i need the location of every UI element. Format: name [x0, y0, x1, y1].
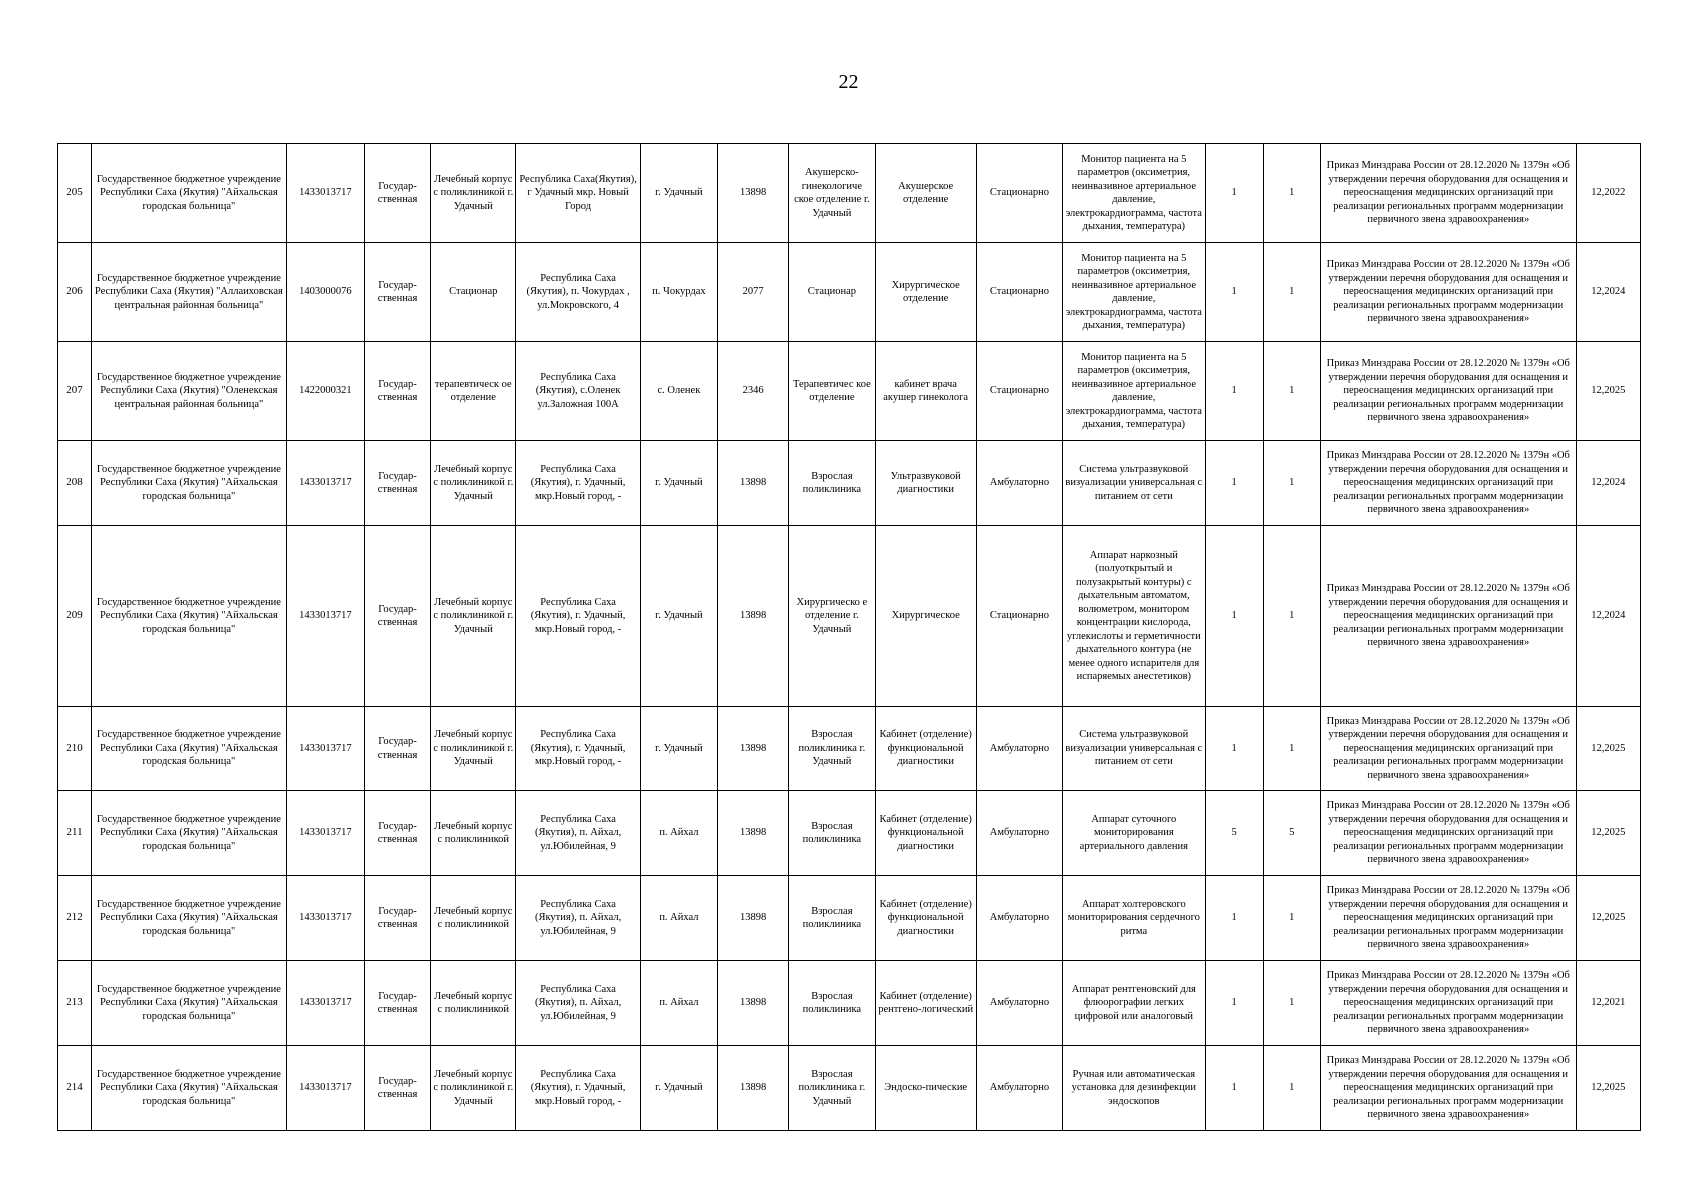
address-cell: Республика Саха (Якутия), г. Удачный, мкр.Новый город, -	[516, 441, 640, 526]
care-type-cell: Стационарно	[976, 243, 1062, 342]
quantity-cell: 1	[1205, 441, 1263, 526]
ownership-cell: Государ-ственная	[364, 144, 430, 243]
population-cell: 13898	[718, 1046, 789, 1131]
date-cell: 12,2024	[1576, 441, 1640, 526]
order-reference-cell: Приказ Минздрава России от 28.12.2020 № 1379н «Об утверждении перечня оборудования для оснащения и переоснащения медицинских организаций при реализации региональных программ модернизации первичного звена здравоохранения»	[1320, 441, 1576, 526]
organization-cell: Государственное бюджетное учреждение Республики Саха (Якутия) "Айхальская городская больница"	[92, 961, 287, 1046]
address-cell: Республика Саха (Якутия), г. Удачный, мкр.Новый город, -	[516, 707, 640, 791]
unit-cell: Взрослая поликлиника	[789, 791, 875, 876]
inn-cell: 1433013717	[286, 707, 364, 791]
date-cell: 12,2025	[1576, 707, 1640, 791]
address-cell: Республика Саха (Якутия), г. Удачный, мкр.Новый город, -	[516, 526, 640, 707]
equipment-cell: Ручная или автоматическая установка для дезинфекции эндоскопов	[1063, 1046, 1205, 1131]
quantity-cell: 1	[1205, 876, 1263, 961]
table-row	[58, 342, 1641, 441]
equipment-cell: Монитор пациента на 5 параметров (оксиметрия, неинвазивное артериальное давление, электрокардиограмма, частота дыхания, температура)	[1063, 243, 1205, 342]
quantity-cell: 1	[1205, 707, 1263, 791]
locality-cell: п. Чокурдах	[640, 243, 717, 342]
population-cell: 13898	[718, 791, 789, 876]
ownership-cell: Государ-ственная	[364, 791, 430, 876]
department-cell: кабинет врача акушер гинеколога	[875, 342, 976, 441]
ownership-cell: Государ-ственная	[364, 707, 430, 791]
row-number-cell: 214	[58, 1046, 92, 1131]
quantity-cell: 1	[1263, 961, 1320, 1046]
date-cell: 12,2021	[1576, 961, 1640, 1046]
unit-cell: Хирургическо е отделение г. Удачный	[789, 526, 875, 707]
date-cell: 12,2025	[1576, 791, 1640, 876]
locality-cell: п. Айхал	[640, 791, 717, 876]
table-row	[58, 526, 1641, 707]
inn-cell: 1433013717	[286, 526, 364, 707]
unit-cell: Терапевтичес кое отделение	[789, 342, 875, 441]
quantity-cell: 1	[1205, 144, 1263, 243]
organization-cell: Государственное бюджетное учреждение Республики Саха (Якутия) "Айхальская городская больница"	[92, 441, 287, 526]
population-cell: 13898	[718, 707, 789, 791]
quantity-cell: 1	[1263, 1046, 1320, 1131]
order-reference-cell: Приказ Минздрава России от 28.12.2020 № 1379н «Об утверждении перечня оборудования для оснащения и переоснащения медицинских организаций при реализации региональных программ модернизации первичного звена здравоохранения»	[1320, 876, 1576, 961]
unit-cell: Взрослая поликлиника	[789, 876, 875, 961]
address-cell: Республика Саха (Якутия), п. Айхал, ул.Юбилейная, 9	[516, 961, 640, 1046]
department-cell: Кабинет (отделение) рентгено-логический	[875, 961, 976, 1046]
care-type-cell: Амбулаторно	[976, 791, 1062, 876]
quantity-cell: 1	[1263, 707, 1320, 791]
organization-cell: Государственное бюджетное учреждение Республики Саха (Якутия) "Аллаиховская центральная районная больница"	[92, 243, 287, 342]
population-cell: 13898	[718, 526, 789, 707]
table-row	[58, 876, 1641, 961]
row-number-cell: 213	[58, 961, 92, 1046]
quantity-cell: 1	[1263, 526, 1320, 707]
care-type-cell: Амбулаторно	[976, 707, 1062, 791]
unit-cell: Взрослая поликлиника г. Удачный	[789, 1046, 875, 1131]
row-number-cell: 209	[58, 526, 92, 707]
population-cell: 13898	[718, 144, 789, 243]
department-cell: Кабинет (отделение) функциональной диагностики	[875, 876, 976, 961]
ownership-cell: Государ-ственная	[364, 526, 430, 707]
order-reference-cell: Приказ Минздрава России от 28.12.2020 № 1379н «Об утверждении перечня оборудования для оснащения и переоснащения медицинских организаций при реализации региональных программ модернизации первичного звена здравоохранения»	[1320, 791, 1576, 876]
row-number-cell: 212	[58, 876, 92, 961]
care-type-cell: Стационарно	[976, 144, 1062, 243]
unit-cell: Стационар	[789, 243, 875, 342]
inn-cell: 1433013717	[286, 144, 364, 243]
organization-cell: Государственное бюджетное учреждение Республики Саха (Якутия) "Айхальская городская больница"	[92, 144, 287, 243]
organization-cell: Государственное бюджетное учреждение Республики Саха (Якутия) "Айхальская городская больница"	[92, 791, 287, 876]
locality-cell: г. Удачный	[640, 526, 717, 707]
locality-cell: г. Удачный	[640, 144, 717, 243]
organization-cell: Государственное бюджетное учреждение Республики Саха (Якутия) "Айхальская городская больница"	[92, 1046, 287, 1131]
department-cell: Кабинет (отделение) функциональной диагностики	[875, 707, 976, 791]
locality-cell: г. Удачный	[640, 1046, 717, 1131]
address-cell: Республика Саха (Якутия), г. Удачный, мкр.Новый город, -	[516, 1046, 640, 1131]
department-cell: Хирургическое отделение	[875, 243, 976, 342]
ownership-cell: Государ-ственная	[364, 961, 430, 1046]
equipment-cell: Система ультразвуковой визуализации универсальная с питанием от сети	[1063, 707, 1205, 791]
inn-cell: 1433013717	[286, 791, 364, 876]
equipment-cell: Аппарат холтеровского мониторирования сердечного ритма	[1063, 876, 1205, 961]
population-cell: 13898	[718, 876, 789, 961]
care-type-cell: Стационарно	[976, 342, 1062, 441]
row-number-cell: 206	[58, 243, 92, 342]
building-cell: Лечебный корпус с поликлиникой	[431, 961, 516, 1046]
quantity-cell: 1	[1263, 144, 1320, 243]
address-cell: Республика Саха (Якутия), п. Айхал, ул.Юбилейная, 9	[516, 791, 640, 876]
date-cell: 12,2024	[1576, 243, 1640, 342]
table-row	[58, 961, 1641, 1046]
locality-cell: г. Удачный	[640, 707, 717, 791]
locality-cell: п. Айхал	[640, 961, 717, 1046]
order-reference-cell: Приказ Минздрава России от 28.12.2020 № 1379н «Об утверждении перечня оборудования для оснащения и переоснащения медицинских организаций при реализации региональных программ модернизации первичного звена здравоохранения»	[1320, 526, 1576, 707]
equipment-cell: Монитор пациента на 5 параметров (оксиметрия, неинвазивное артериальное давление, электрокардиограмма, частота дыхания, температура)	[1063, 144, 1205, 243]
quantity-cell: 1	[1205, 342, 1263, 441]
equipment-cell: Аппарат рентгеновский для флюорографии легких цифровой или аналоговый	[1063, 961, 1205, 1046]
order-reference-cell: Приказ Минздрава России от 28.12.2020 № 1379н «Об утверждении перечня оборудования для оснащения и переоснащения медицинских организаций при реализации региональных программ модернизации первичного звена здравоохранения»	[1320, 961, 1576, 1046]
department-cell: Эндоско-пические	[875, 1046, 976, 1131]
order-reference-cell: Приказ Минздрава России от 28.12.2020 № 1379н «Об утверждении перечня оборудования для оснащения и переоснащения медицинских организаций при реализации региональных программ модернизации первичного звена здравоохранения»	[1320, 243, 1576, 342]
address-cell: Республика Саха (Якутия), п. Чокурдах , ул.Мокровского, 4	[516, 243, 640, 342]
department-cell: Хирургическое	[875, 526, 976, 707]
ownership-cell: Государ-ственная	[364, 876, 430, 961]
date-cell: 12,2025	[1576, 342, 1640, 441]
row-number-cell: 211	[58, 791, 92, 876]
building-cell: Лечебный корпус с поликлиникой г. Удачный	[431, 144, 516, 243]
date-cell: 12,2025	[1576, 876, 1640, 961]
department-cell: Акушерское отделение	[875, 144, 976, 243]
department-cell: Ультразвуковой диагностики	[875, 441, 976, 526]
quantity-cell: 1	[1263, 441, 1320, 526]
inn-cell: 1433013717	[286, 441, 364, 526]
order-reference-cell: Приказ Минздрава России от 28.12.2020 № 1379н «Об утверждении перечня оборудования для оснащения и переоснащения медицинских организаций при реализации региональных программ модернизации первичного звена здравоохранения»	[1320, 342, 1576, 441]
department-cell: Кабинет (отделение) функциональной диагностики	[875, 791, 976, 876]
organization-cell: Государственное бюджетное учреждение Республики Саха (Якутия) "Айхальская городская больница"	[92, 707, 287, 791]
address-cell: Республика Саха (Якутия), с.Оленек ул.Заложная 100А	[516, 342, 640, 441]
date-cell: 12,2022	[1576, 144, 1640, 243]
date-cell: 12,2024	[1576, 526, 1640, 707]
inn-cell: 1433013717	[286, 1046, 364, 1131]
building-cell: Лечебный корпус с поликлиникой г. Удачный	[431, 1046, 516, 1131]
row-number-cell: 205	[58, 144, 92, 243]
table-row	[58, 1046, 1641, 1131]
care-type-cell: Амбулаторно	[976, 441, 1062, 526]
organization-cell: Государственное бюджетное учреждение Республики Саха (Якутия) "Айхальская городская больница"	[92, 526, 287, 707]
quantity-cell: 1	[1205, 961, 1263, 1046]
organization-cell: Государственное бюджетное учреждение Республики Саха (Якутия) "Айхальская городская больница"	[92, 876, 287, 961]
care-type-cell: Амбулаторно	[976, 876, 1062, 961]
inn-cell: 1422000321	[286, 342, 364, 441]
ownership-cell: Государ-ственная	[364, 441, 430, 526]
address-cell: Республика Саха (Якутия), п. Айхал, ул.Юбилейная, 9	[516, 876, 640, 961]
inn-cell: 1433013717	[286, 876, 364, 961]
order-reference-cell: Приказ Минздрава России от 28.12.2020 № 1379н «Об утверждении перечня оборудования для оснащения и переоснащения медицинских организаций при реализации региональных программ модернизации первичного звена здравоохранения»	[1320, 707, 1576, 791]
equipment-table	[57, 143, 1641, 1131]
organization-cell: Государственное бюджетное учреждение Республики Саха (Якутия) "Оленекская центральная районная больница"	[92, 342, 287, 441]
unit-cell: Акушерско-гинекологиче ское отделение г. Удачный	[789, 144, 875, 243]
inn-cell: 1403000076	[286, 243, 364, 342]
order-reference-cell: Приказ Минздрава России от 28.12.2020 № 1379н «Об утверждении перечня оборудования для оснащения и переоснащения медицинских организаций при реализации региональных программ модернизации первичного звена здравоохранения»	[1320, 144, 1576, 243]
building-cell: Лечебный корпус с поликлиникой	[431, 876, 516, 961]
table-row	[58, 441, 1641, 526]
quantity-cell: 1	[1205, 526, 1263, 707]
equipment-cell: Система ультразвуковой визуализации универсальная с питанием от сети	[1063, 441, 1205, 526]
quantity-cell: 1	[1205, 1046, 1263, 1131]
ownership-cell: Государ-ственная	[364, 1046, 430, 1131]
building-cell: Лечебный корпус с поликлиникой г. Удачный	[431, 441, 516, 526]
quantity-cell: 1	[1263, 342, 1320, 441]
building-cell: Лечебный корпус с поликлиникой г. Удачный	[431, 707, 516, 791]
address-cell: Республика Саха(Якутия), г Удачный мкр. Новый Город	[516, 144, 640, 243]
population-cell: 2077	[718, 243, 789, 342]
equipment-cell: Монитор пациента на 5 параметров (оксиметрия, неинвазивное артериальное давление, электрокардиограмма, частота дыхания, температура)	[1063, 342, 1205, 441]
building-cell: Лечебный корпус с поликлиникой	[431, 791, 516, 876]
ownership-cell: Государ-ственная	[364, 243, 430, 342]
locality-cell: с. Оленек	[640, 342, 717, 441]
ownership-cell: Государ-ственная	[364, 342, 430, 441]
quantity-cell: 5	[1205, 791, 1263, 876]
care-type-cell: Стационарно	[976, 526, 1062, 707]
locality-cell: п. Айхал	[640, 876, 717, 961]
table-row	[58, 791, 1641, 876]
care-type-cell: Амбулаторно	[976, 1046, 1062, 1131]
quantity-cell: 1	[1205, 243, 1263, 342]
row-number-cell: 210	[58, 707, 92, 791]
page-number: 22	[838, 71, 859, 93]
table-row	[58, 243, 1641, 342]
building-cell: Стационар	[431, 243, 516, 342]
unit-cell: Взрослая поликлиника	[789, 441, 875, 526]
building-cell: Лечебный корпус с поликлиникой г. Удачный	[431, 526, 516, 707]
unit-cell: Взрослая поликлиника г. Удачный	[789, 707, 875, 791]
row-number-cell: 208	[58, 441, 92, 526]
table-row	[58, 707, 1641, 791]
locality-cell: г. Удачный	[640, 441, 717, 526]
row-number-cell: 207	[58, 342, 92, 441]
unit-cell: Взрослая поликлиника	[789, 961, 875, 1046]
equipment-cell: Аппарат наркозный (полуоткрытый и полузакрытый контуры) с дыхательным автоматом, волюметром, монитором концентрации кислорода, углекислоты и герметичности дыхательного контура (не менее одного испарителя для испаряемых анестетиков)	[1063, 526, 1205, 707]
date-cell: 12,2025	[1576, 1046, 1640, 1131]
inn-cell: 1433013717	[286, 961, 364, 1046]
order-reference-cell: Приказ Минздрава России от 28.12.2020 № 1379н «Об утверждении перечня оборудования для оснащения и переоснащения медицинских организаций при реализации региональных программ модернизации первичного звена здравоохранения»	[1320, 1046, 1576, 1131]
building-cell: терапевтическ ое отделение	[431, 342, 516, 441]
quantity-cell: 1	[1263, 876, 1320, 961]
quantity-cell: 5	[1263, 791, 1320, 876]
population-cell: 13898	[718, 441, 789, 526]
population-cell: 13898	[718, 961, 789, 1046]
care-type-cell: Амбулаторно	[976, 961, 1062, 1046]
quantity-cell: 1	[1263, 243, 1320, 342]
equipment-cell: Аппарат суточного мониторирования артериального давления	[1063, 791, 1205, 876]
table-row	[58, 144, 1641, 243]
population-cell: 2346	[718, 342, 789, 441]
